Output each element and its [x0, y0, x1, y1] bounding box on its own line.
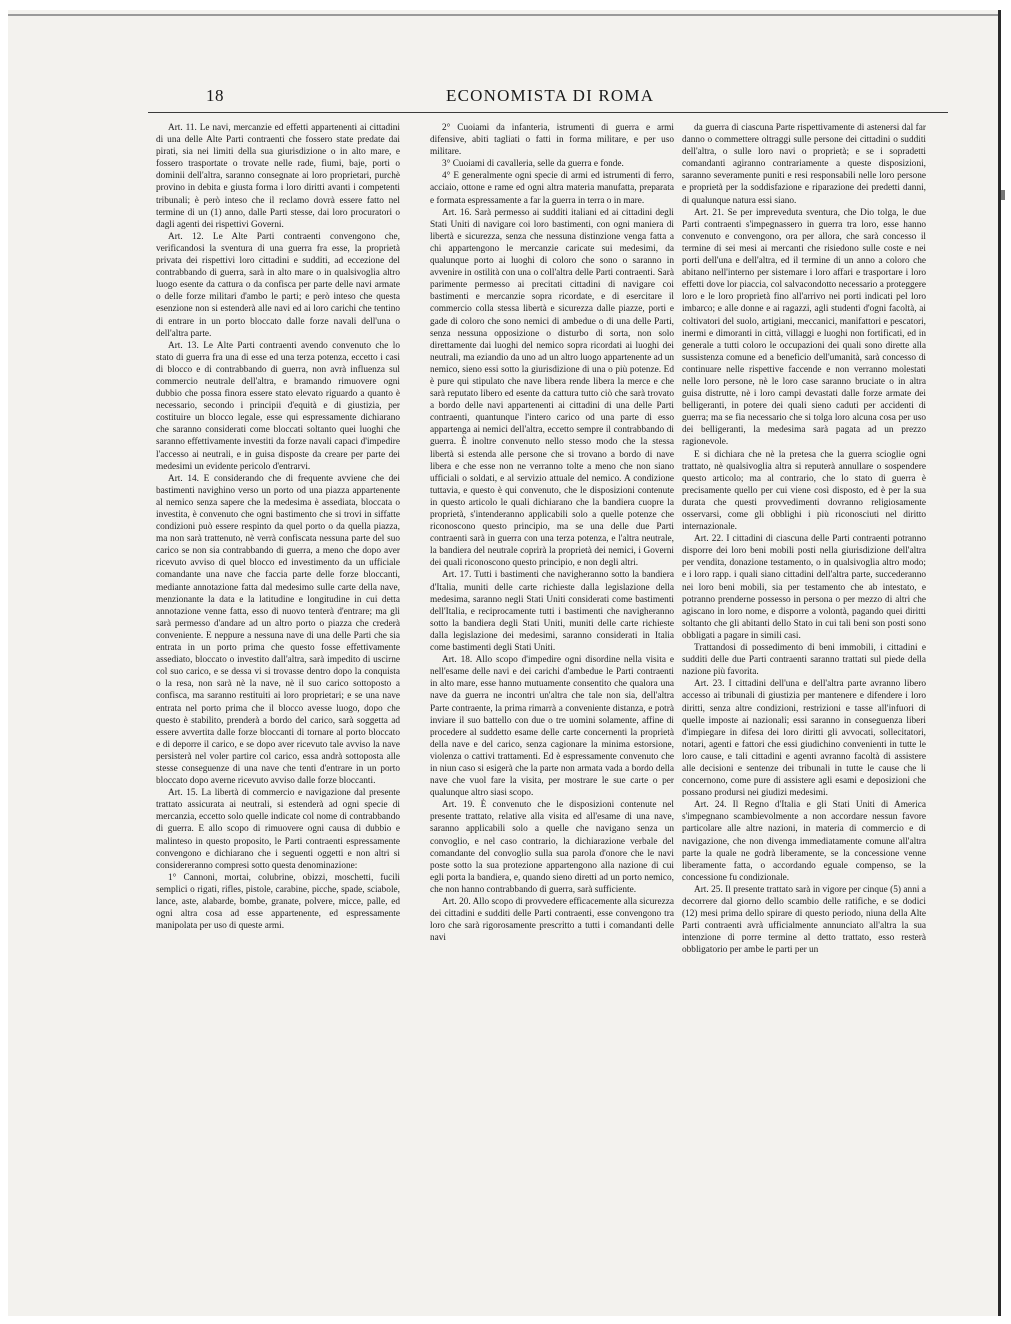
item: 1° Cannoni, mortai, colubrine, obizzi, moschetti, fucili semplici o rigati, rifles, pistole, carabine, picche, spade, sciabole, lance, aste, alabarde, bombe, granate, polvere, micce, palle, ed ogni altra cosa ad esse appartenente, ed espressamente manipolata per uso di queste armi. [156, 872, 400, 932]
paragraph: Art. 21. Se per impreveduta sventura, che Dio tolga, le due Parti contraenti s'impegnassero in guerra tra loro, esse hanno convenuto e convengono, ora per allora, che sarà concesso il termine di sei mesi ai mercanti che risiedono sulle coste e nei porti dell'una e dell'altra, ed il termine di un anno a coloro che abitano nell'interno per sistemare i loro affari e trasportare i loro effetti dove lor piaccia, col salvacondotto necessario a proteggere loro e le loro proprietà fino all'arrivo nei porti indicati pel loro imbarco; e alle donne e ai ragazzi, agli studenti d'ogni facoltà, ai coltivatori del suolo, artigiani, meccanici, manifattori e pescatori, inermi e dimoranti in città, villaggi e luoghi non fortificati, ed in generale a tutti coloro le occupazioni dei quali sono dirette alla sussistenza comune ed a beneficio dell'umanità, sarà concesso di continuare nelle rispettive faccende e non verranno molestati nelle loro persone, nè le loro case saranno bruciate o in altra guisa distrutte, nè i loro campi devastati dalle forze armate dei belligeranti, in potere dei quali sieno caduti per accidenti di guerra; ma se fia necessario che si tolga loro alcuna cosa per uso dei belligeranti, la medesima sarà pagata ad un prezzo ragionevole. [682, 207, 926, 448]
page-number: 18 [206, 86, 224, 105]
text-column-3 [682, 122, 926, 956]
paragraph: Art. 17. Tutti i bastimenti che navigheranno sotto la bandiera d'Italia, muniti delle carte richieste dalla legislazione della medesima, saranno negli Stati Uniti considerati come bastimenti dell'Italia, e reciprocamente tutti i bastimenti che navigheranno sotto la bandiera degli Stati Uniti, muniti delle carte richieste dalla legislazione dei medesimi, saranno considerati in Italia come bastimenti degli Stati Uniti. [430, 570, 674, 654]
paragraph: Trattandosi di possedimento di beni immobili, i cittadini e sudditi delle due Parti contraenti saranno trattati sul piede della nazione più favorita. [682, 643, 926, 678]
binding-mark [1001, 190, 1005, 200]
paragraph: Art. 11. Le navi, mercanzie ed effetti appartenenti ai cittadini di una delle Alte Parti contraenti che fossero state predate dai pirati, sia nei limiti della sua giurisdizione o in alto mare, e fossero trasportate o trovate nelle rade, fiumi, baje, porti o dominii dell'altra, saranno consegnate ai loro proprietari, purchè provino in debita e giusta forma i loro diritti avanti i competenti tribunali; è però inteso che il reclamo dovrà essere fatto nel termine di un (1) anno, dalle Parti stesse, dai loro procuratori o dagli agenti dei rispettivi Governi. [156, 123, 400, 230]
header-rule [148, 112, 948, 113]
text-column-1 [156, 122, 400, 932]
paragraph: Art. 23. I cittadini dell'una e dell'altra parte avranno libero accesso ai tribunali di giustizia per mantenere e difendere i loro diritti, senza altre condizioni, restrizioni e tasse all'infuori di quelle imposte ai nazionali; essi saranno in conseguenza liberi d'impiegare in difesa dei loro diritti gli avvocati, sollecitatori, notari, agenti e fattori che essi giudichino convenienti in tutte le loro cause, e tali cittadini e agenti avranno facoltà di assistere alle decisioni e sentenze dei tribunali in tutte le cause che li concernono, come pure di assistere agli esami e deposizioni che possano prodursi nei giudizi medesimi. [682, 679, 926, 799]
paragraph: Art. 22. I cittadini di ciascuna delle Parti contraenti potranno disporre dei loro beni mobili posti nella giurisdizione dell'altra per vendita, donazione testamento, o in qualsivoglia altro modo; e i loro rapp. i quali siano cittadini dell'altra parte, succederanno nei loro beni mobili, sia per testamento che ab intestato, e potranno prenderne possesso in persona o per mezzo di altri che agiscano in loro nome, e disporre a volontà, pagando quei diritti soltanto che gli abitanti dello Stato in cui tali beni son posti sono obbligati a pagare in simili casi. [682, 534, 926, 641]
paragraph: Art. 12. Le Alte Parti contraenti convengono che, verificandosi la sventura di una guerra fra esse, la proprietà privata dei rispettivi loro cittadini e sudditi, ad eccezione del contrabbando di guerra, sarà in alto mare o in qualsivoglia altro luogo esente da cattura o da confisca per parte delle navi armate o delle forze militari d'ambo le parti; e però inteso che questa esenzione non si estenderà alle navi ed ai loro carichi che tentino di entrare in un porto bloccato dalle forze navali dell'una o dell'altra parte. [156, 231, 400, 339]
paragraph: Art. 14. E considerando che di frequente avviene che dei bastimenti navighino verso un porto od una piazza appartenente al nemico senza sapere che la medesima è assediata, bloccata o investita, è convenuto che ogni bastimento che si trovi in siffatte condizioni può essere respinto da quel porto o da quella piazza, ma non sarà trattenuto, nè verrà confiscata nessuna parte del suo carico se non sia contrabbando di guerra, a meno che dopo aver ricevuto avviso di quel blocco ed investimento da un ufficiale comandante una nave che faccia parte delle forze bloccanti, mediante annotazione fatta dal medesimo sulle carte della nave, menzionante la data e la latitudine e longitudine in cui detta annotazione venne fatta, esso di nuovo tenterà d'entrare; ma gli sarà permesso d'andare ad un altro porto o piazza che crederà conveniente. E neppure a nessuna nave di una delle Parti che sia entrata in un porto prima che questo fosse effettivamente assediato, bloccato o investito dall'altra, sarà impedito di uscirne col suo carico, e se dessa vi si trovasse dentro dopo la conquista o la resa, non sarà nè la nave, nè il suo carico sottoposto a confisca, ma saranno restituiti ai loro proprietari; e se una nave entrata nel porto prima che il blocco avesse luogo, dopo che questo è stabilito, prenderà a bordo del carico, sarà soggetta ad essere avvertita dalle forze bloccanti di tornare al porto bloccato e di deporre il carico, e se dopo aver ricevuto tale avviso la nave persisterà nel voler partire col carico, essa andrà sottoposta alle stesse conseguenze di una nave che tenti d'entrare in un porto bloccato dopo averne ricevuto avviso dalle forze bloccanti. [156, 473, 400, 787]
paragraph: Art. 24. Il Regno d'Italia e gli Stati Uniti di America s'impegnano scambievolmente a non accordare nessun favore particolare alle altre nazioni, in materia di commercio e di navigazione, che non divenga immediatamente comune all'altra parte la quale ne godrà liberamente, se la concessione venne liberamente fatta, o accordando eguale compenso, se la concessione fu condizionale. [682, 800, 926, 883]
paragraph: Art. 18. Allo scopo d'impedire ogni disordine nella visita e nell'esame delle navi e dei carichi d'ambedue le Parti contraenti in alto mare, esse hanno mutuamente consentito che qualora una nave da guerra ne incontri un'altra che tale non sia, dell'altra Parte contraente, la prima rimarrà a conveniente distanza, e potrà inviare il suo battello con due o tre uomini solamente, affine di procedere al suddetto esame delle carte concernenti la proprietà della nave e del carico, senza cagionare la minima estorsione, violenza o cattivi trattamenti. Ed è espressamente convenuto che in niun caso si esigerà che la parte non armata vada a bordo della nave che vuol fare la visita, per mostrare le sue carte o per qualunque altro siasi scopo. [430, 655, 674, 799]
running-title: ECONOMISTA DI ROMA [446, 86, 655, 105]
paragraph: Art. 20. Allo scopo di provvedere efficacemente alla sicurezza dei cittadini e sudditi delle Parti contraenti, esse convengono tra loro che sarà rigorosamente prescritto a tutti i comandanti delle navi [430, 897, 674, 944]
page-header [148, 80, 928, 106]
top-rule [8, 14, 998, 16]
item: 4° E generalmente ogni specie di armi ed istrumenti di ferro, acciaio, ottone e rame ed ogni altra materia manufatta, preparata e formata espressamente a far la guerra in terra o in mare. [430, 171, 674, 206]
paragraph: Art. 13. Le Alte Parti contraenti avendo convenuto che lo stato di guerra fra una di esse ed una terza potenza, eccetto i casi di blocco e di contrabbando di guerra, non avrà influenza sul commercio neutrale dell'altra, e bramando rimuovere ogni dubbio che possa finora essere stato elevato riguardo a quanto è necessario, secondo i principii d'equità e di giustizia, per costituire un blocco legale, esse qui espressamente dichiarano che saranno considerati come bloccati soltanto quei luoghi che saranno effettivamente investiti da forze navali capaci d'impedire l'accesso ai neutrali, e in guisa disposte da creare per parte dei medesimi un evidente pericolo d'entrarvi. [156, 340, 400, 472]
paragraph: Art. 25. Il presente trattato sarà in vigore per cinque (5) anni a decorrere dal giorno dello scambio delle ratifiche, e se dodici (12) mesi prima dello spirare di questo periodo, niuna della Alte Parti contraenti avrà ufficialmente annunciato all'altra la sua intenzione di porre termine al detto trattato, esso resterà obbligatorio per ambe le parti per un [682, 884, 926, 956]
item: 2° Cuoiami da infanteria, istrumenti di guerra e armi difensive, abiti tagliati o fatti in forma militare, e per uso militare. [430, 123, 674, 158]
paragraph: E si dichiara che nè la pretesa che la guerra scioglie ogni trattato, nè qualsivoglia altra si reputerà annullare o sospendere questo articolo; ma al contrario, che lo stato di guerra è precisamente quello per cui viene così disposto, ed è per la sua durata che questi provvedimenti dovranno religiosamente osservarsi, come gli obblighi i più riconosciuti nel diritto internazionale. [682, 449, 926, 533]
paragraph: Art. 19. È convenuto che le disposizioni contenute nel presente trattato, relative alla visita ed all'esame di una nave, saranno applicabili solo a quelle che navigano senza un convoglio, e nel caso contrario, la dichiarazione verbale del comandante del convoglio sulla sua parola d'onore che le navi poste sotto la sua protezione appartengono alla nazione di cui egli porta la bandiera, e, quando sieno diretti ad un porto nemico, che non hanno contrabbando di guerra, sarà sufficiente. [430, 800, 674, 895]
paragraph: Art. 16. Sarà permesso ai sudditi italiani ed ai cittadini degli Stati Uniti di navigare coi loro bastimenti, con ogni maniera di libertà e sicurezza, senza che nessuna distinzione venga fatta a chi appartengono le mercanzie caricate sui medesimi, da qualunque porto ai luoghi di coloro che sono o saranno in avvenire in ostilità con una o coll'altra delle Parti contraenti. Sarà parimente permesso ai precitati cittadini di navigare coi bastimenti e mercanzie sopra ricordate, e di esercitare il commercio colla stessa libertà e sicurezza dalle piazze, porti e gade di coloro che sono nemici di ambedue o di una delle Parti, senza nessuna opposizione o disturbo di sorta, non solo direttamente dai luoghi del nemico sopra ricordati ai luoghi dei neutrali, ma eziandio da uno ad un altro luogo appartenente ad un nemico, sieno essi sotto la giurisdizione di una o più potenze. Ed è pure qui stipulato che nave libera rende libera la merce e che sarà reputato libero ed esente da cattura tutto ciò che sarà trovato a bordo delle navi appartenenti ai cittadini di una delle Parti contraenti, quantunque l'intero carico od una parte di esso appartenga ai nemici dell'altra, eccetto sempre il contrabbando di guerra. È inoltre convenuto nello stesso modo che la stessa libertà si estenda alle persone che si trovano a bordo di nave libera e che esse non ne verranno tolte a meno che non siano ufficiali o soldati, e al servizio attuale del nemico. A condizione tuttavia, e questo è qui convenuto, che le disposizioni contenute in questo articolo le quali dichiarano che la bandiera cuopre la proprietà, s'intenderanno applicabili solo a quelle potenze che riconoscono questo principio, ma se una delle due Parti contraenti sarà in guerra con una terza potenza, e l'altra neutrale, la bandiera del neutrale coprirà la proprietà dei nemici, i Governi dei quali riconoscono questo principio, e non degli altri. [430, 207, 674, 569]
text-column-2 [430, 122, 674, 944]
item: 3° Cuoiami di cavalleria, selle da guerra e fonde. [442, 159, 624, 170]
paragraph: Art. 15. La libertà di commercio e navigazione dal presente trattato assicurata ai neutrali, si estenderà ad ogni specie di mercanzia, eccetto solo quelle indicate col nome di contrabbando di guerra. E allo scopo di rimuovere ogni causa di dubbio e malinteso in questo proposito, le Parti contraenti espressamente convengono e dichiarano che i seguenti oggetti e non altri si considereranno compresi sotto questa denominazione: [156, 788, 400, 871]
paragraph: da guerra di ciascuna Parte rispettivamente di astenersi dal far danno o commettere oltraggi sulle persone dei cittadini o sudditi dell'altra, o sulle loro navi o proprietà; e se i sopradetti comandanti agiranno contrariamente a queste disposizioni, saranno severamente puniti e resi responsabili nelle loro persone e proprietà per la soddisfazione e riparazione dei predetti danni, di qualunque natura essi siano. [682, 123, 926, 206]
